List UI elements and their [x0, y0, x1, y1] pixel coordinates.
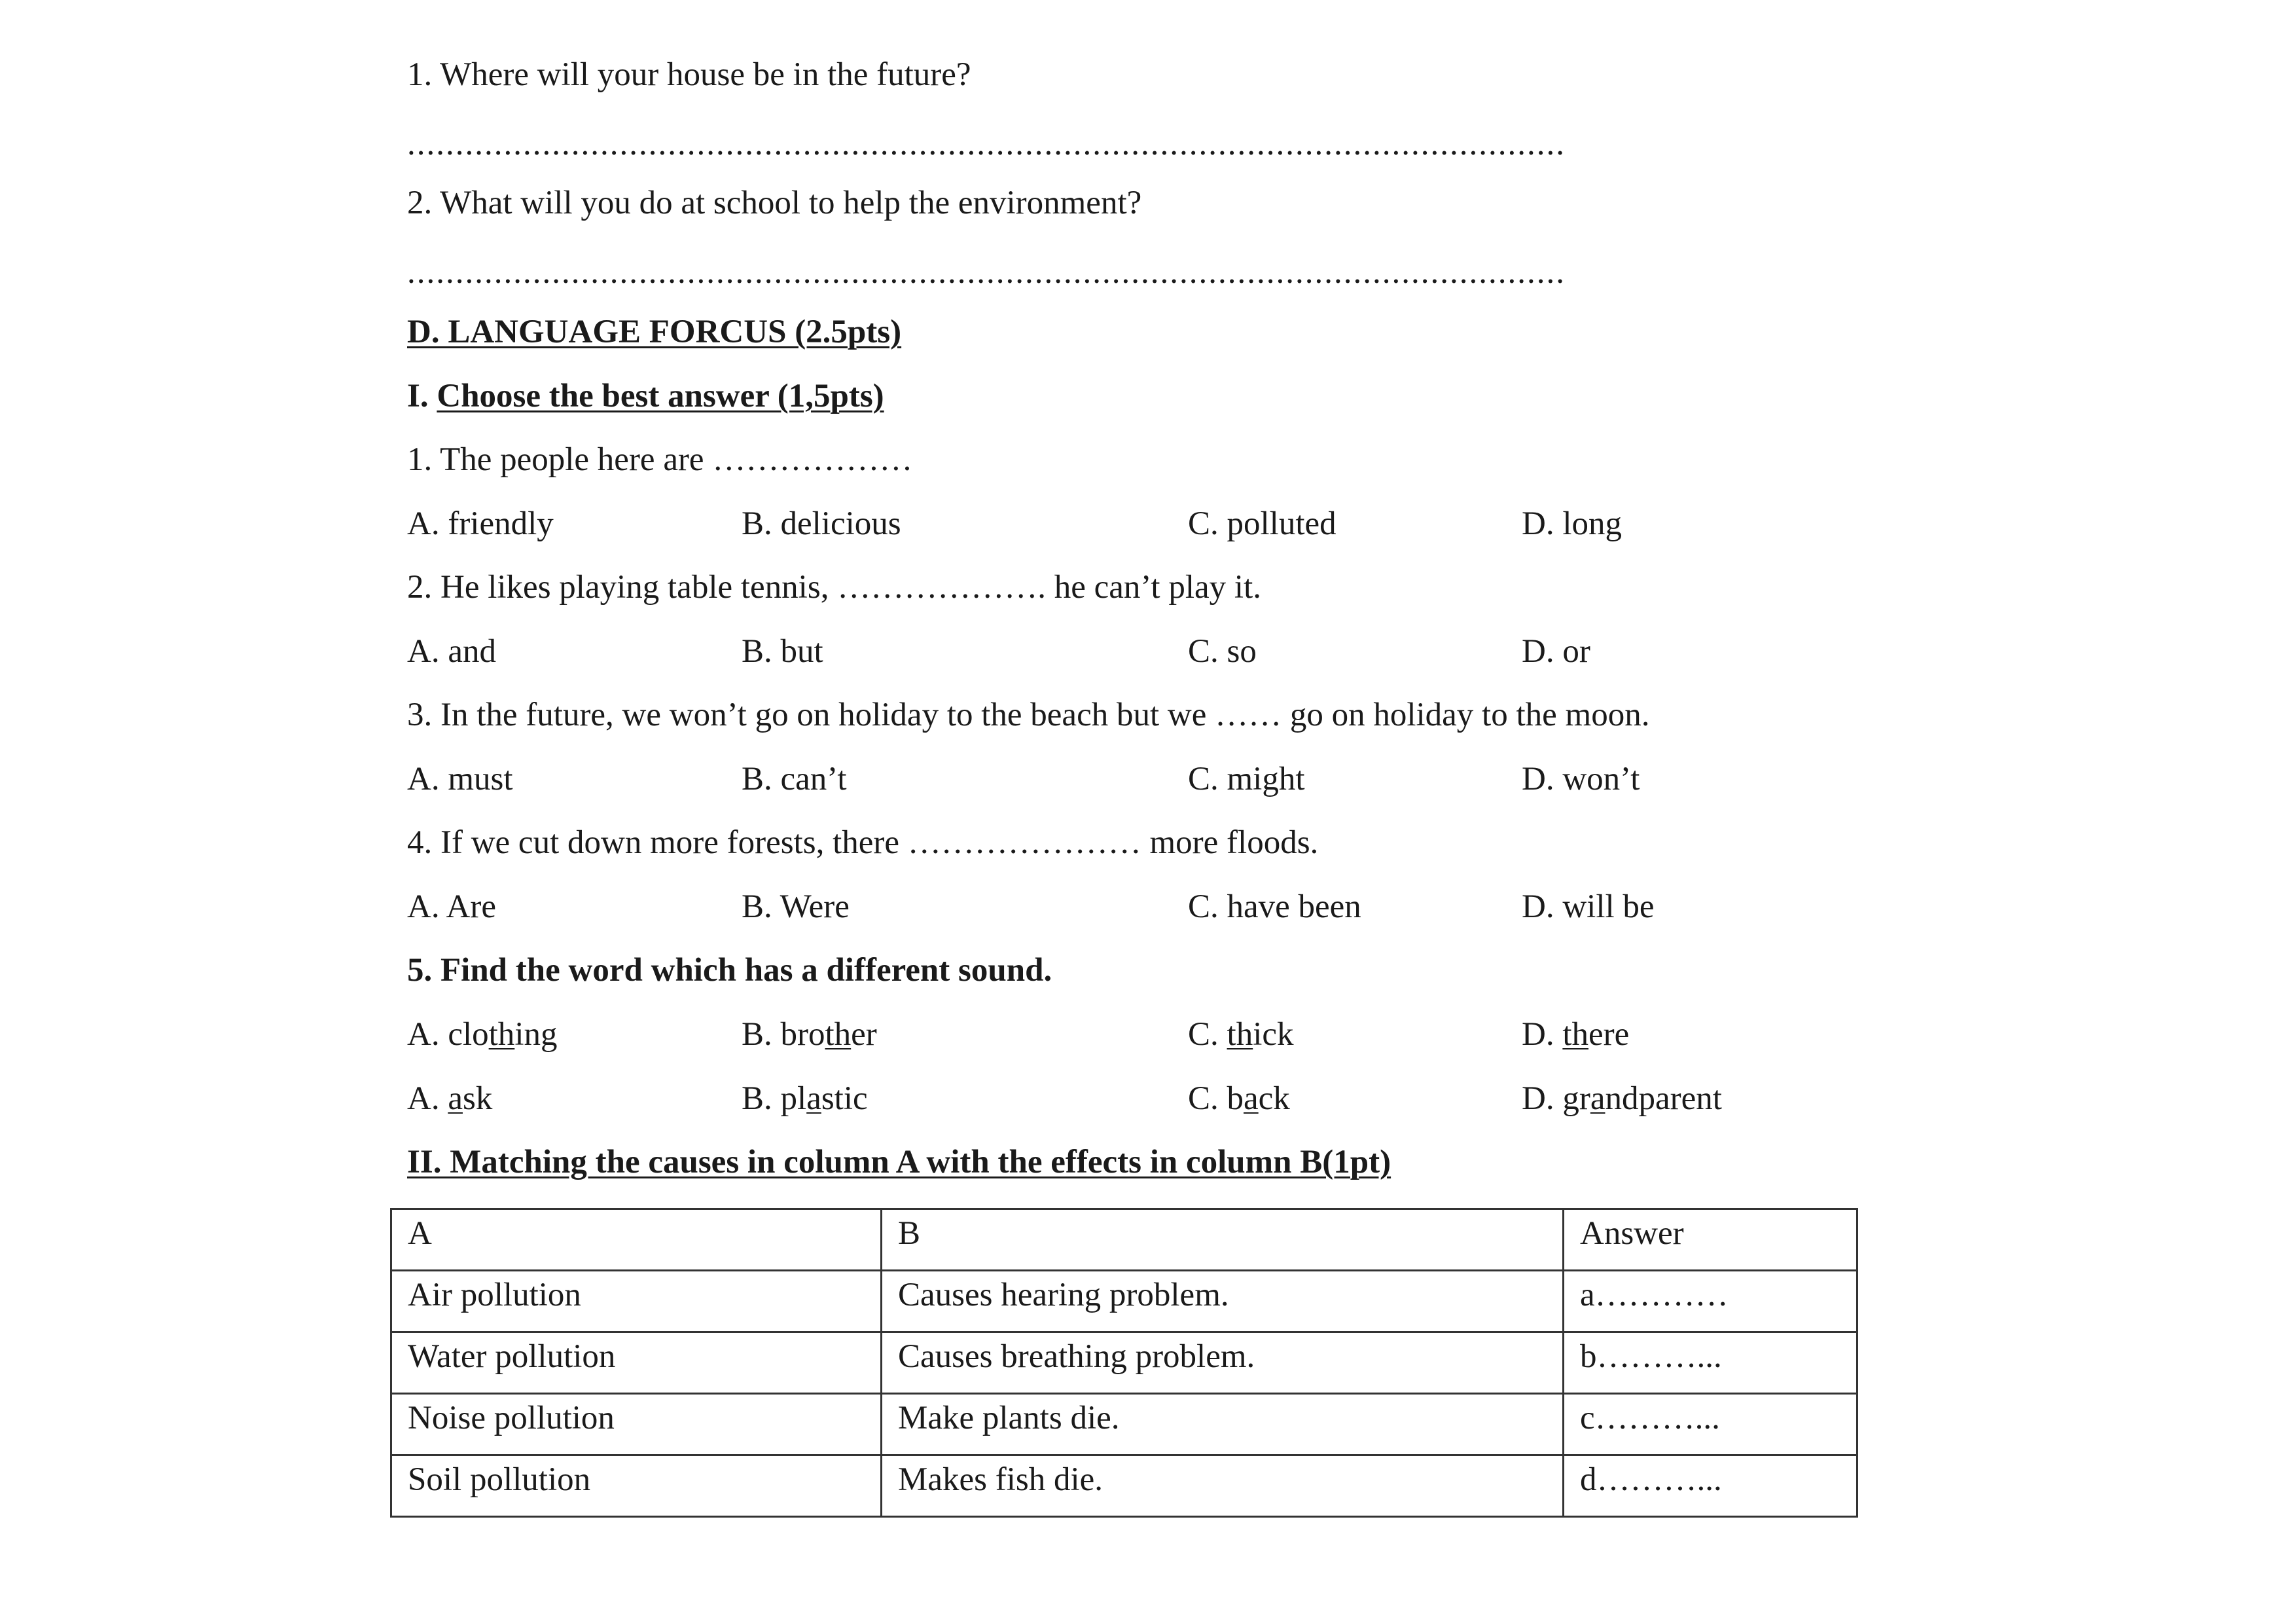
q2-option-b: B. but [742, 633, 823, 670]
open-question-2: 2. What will you do at school to help the environment? [407, 185, 1142, 221]
cause-cell: Water pollution [391, 1332, 882, 1394]
question-2: 2. He likes playing table tennis, ………………. he can’t play it. [407, 569, 1261, 606]
effect-cell: Make plants die. [882, 1394, 1564, 1455]
question-4: 4. If we cut down more forests, there ………………… more floods. [407, 824, 1319, 861]
cause-cell: Soil pollution [391, 1455, 882, 1517]
header-a: A [391, 1209, 882, 1271]
answer-cell: c………... [1564, 1394, 1857, 1455]
q3-option-d: D. won’t [1522, 761, 1640, 797]
q4-option-b: B. Were [742, 888, 850, 925]
section-d-title: D. LANGUAGE FORCUS (2.5pts) [407, 314, 902, 350]
q4-option-a: A. Are [407, 888, 496, 925]
table-row [391, 1394, 1857, 1455]
part2-title: II. Matching the causes in column A with the effects in column B(1pt) [407, 1144, 1391, 1180]
answer-line-2: ........................................................................................................................ [407, 254, 1566, 291]
q5-row1-option-a: A. clothing [407, 1016, 558, 1053]
question-3: 3. In the future, we won’t go on holiday to the beach but we …… go on holiday to the moon. [407, 697, 1650, 733]
cause-cell: Noise pollution [391, 1394, 882, 1455]
answer-cell: b………... [1564, 1332, 1857, 1394]
table-header-row [391, 1209, 1857, 1271]
q5-row2-option-c: C. back [1188, 1080, 1290, 1117]
q3-option-b: B. can’t [742, 761, 847, 797]
matching-table [390, 1208, 1858, 1518]
q2-option-c: C. so [1188, 633, 1257, 670]
q2-option-d: D. or [1522, 633, 1590, 670]
q4-option-c: C. have been [1188, 888, 1361, 925]
effect-cell: Causes breathing problem. [882, 1332, 1564, 1394]
q5-row1-option-d: D. there [1522, 1016, 1630, 1053]
q5-row2-option-a: A. ask [407, 1080, 493, 1117]
q3-option-a: A. must [407, 761, 513, 797]
q2-option-a: A. and [407, 633, 496, 670]
answer-cell: a………… [1564, 1271, 1857, 1332]
q4-option-d: D. will be [1522, 888, 1655, 925]
q1-option-b: B. delicious [742, 505, 901, 542]
header-answer: Answer [1564, 1209, 1857, 1271]
open-question-1: 1. Where will your house be in the future? [407, 56, 971, 93]
part1-title: Choose the best answer (1,5pts) [437, 378, 884, 414]
q3-option-c: C. might [1188, 761, 1305, 797]
answer-line-1: ........................................................................................................................ [407, 126, 1566, 162]
q1-option-c: C. polluted [1188, 505, 1336, 542]
q5-row1-option-c: C. thick [1188, 1016, 1294, 1053]
effect-cell: Causes hearing problem. [882, 1271, 1564, 1332]
question-5: 5. Find the word which has a different sound. [407, 952, 1052, 989]
part1-heading [407, 376, 884, 416]
q1-option-d: D. long [1522, 505, 1622, 542]
q5-row2-option-b: B. plastic [742, 1080, 868, 1117]
table-row [391, 1271, 1857, 1332]
cause-cell: Air pollution [391, 1271, 882, 1332]
table-row [391, 1455, 1857, 1517]
q5-row2-option-d: D. grandparent [1522, 1080, 1722, 1117]
part1-prefix: I. [407, 378, 437, 414]
effect-cell: Makes fish die. [882, 1455, 1564, 1517]
table-row [391, 1332, 1857, 1394]
q5-row1-option-b: B. brother [742, 1016, 877, 1053]
q1-option-a: A. friendly [407, 505, 554, 542]
header-b: B [882, 1209, 1564, 1271]
question-1: 1. The people here are ……………… [407, 441, 913, 478]
answer-cell: d………... [1564, 1455, 1857, 1517]
